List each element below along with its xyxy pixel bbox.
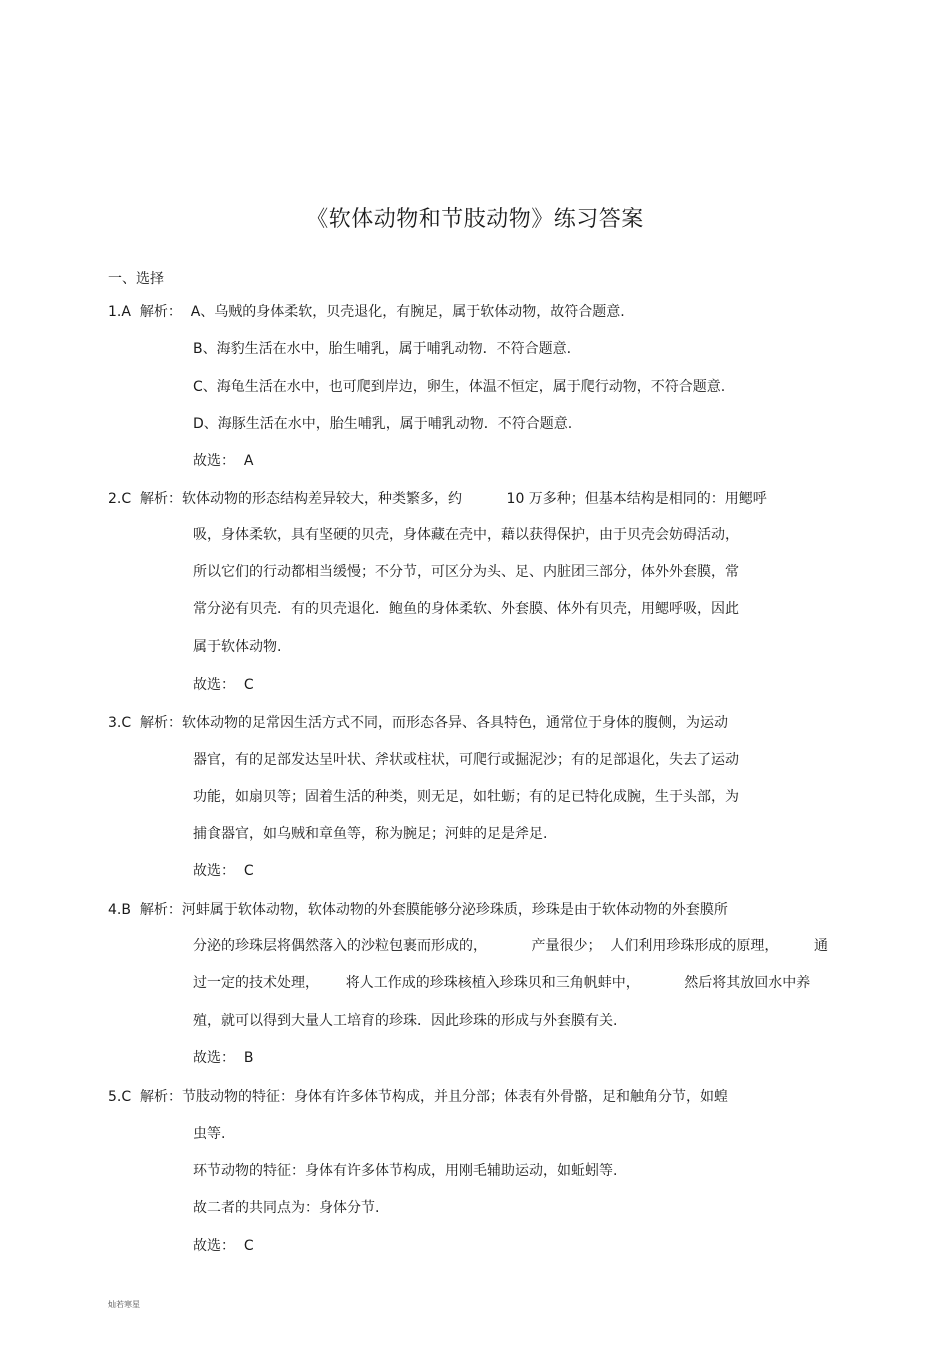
answer-3-line: 功能，如扇贝等；固着生活的种类，则无足，如牡蛎；有的足已特化成腕，生于头部，为: [193, 789, 739, 805]
answer-2-line: 常分泌有贝壳．有的贝壳退化．鲍鱼的身体柔软、外套膜、体外有贝壳，用鳃呼吸，因此: [193, 601, 739, 617]
answer-2-line: 属于软体动物.: [193, 639, 282, 655]
answer-3-choice: 故选： C: [193, 863, 254, 879]
answer-3-line: 3.C 解析：软体动物的足常因生活方式不同，而形态各异、各具特色，通常位于身体的腹侧，为运动: [108, 715, 729, 731]
answer-5-line: 故二者的共同点为：身体分节.: [193, 1200, 380, 1216]
answer-2-choice: 故选： C: [193, 677, 254, 693]
answer-2-line: 吸，身体柔软，具有坚硬的贝壳，身体藏在壳中，藉以获得保护，由于贝壳会妨碍活动，: [193, 527, 739, 543]
answer-5-line: 环节动物的特征：身体有许多体节构成，用刚毛辅助运动，如蚯蚓等.: [193, 1163, 618, 1179]
answer-5-choice: 故选： C: [193, 1238, 254, 1254]
page-footer: 灿若寒星: [108, 1300, 140, 1309]
answer-1-line: B、海豹生活在水中，胎生哺乳，属于哺乳动物．不符合题意.: [193, 341, 572, 357]
answer-4-line: 4.B 解析：河蚌属于软体动物，软体动物的外套膜能够分泌珍珠质，珍珠是由于软体动物的外套膜所: [108, 902, 728, 918]
answer-2-line: 2.C 解析：软体动物的形态结构差异较大，种类繁多，约 10 万多种；但基本结构是相同的：用鳃呼: [108, 491, 767, 507]
section-heading: 一、选择: [108, 271, 164, 287]
answer-1-line: 1.A 解析： A、乌贼的身体柔软，贝壳退化，有腕足，属于软体动物，故符合题意.: [108, 304, 625, 320]
answer-5-line: 5.C 解析：节肢动物的特征：身体有许多体节构成，并且分部；体表有外骨骼，足和触角分节，如蝗: [108, 1089, 729, 1105]
answer-3-line: 捕食器官，如乌贼和章鱼等，称为腕足；河蚌的足是斧足.: [193, 826, 548, 842]
answer-4-line: 殖，就可以得到大量人工培育的珍珠．因此珍珠的形成与外套膜有关.: [193, 1013, 618, 1029]
document-title: 《软体动物和节肢动物》练习答案: [306, 207, 644, 232]
answer-2-line: 所以它们的行动都相当缓慢；不分节，可区分为头、足、内脏团三部分，体外外套膜，常: [193, 564, 739, 580]
answer-3-line: 器官，有的足部发达呈叶状、斧状或柱状，可爬行或掘泥沙；有的足部退化，失去了运动: [193, 752, 739, 768]
answer-5-line: 虫等.: [193, 1126, 226, 1142]
answer-1-line: C、海龟生活在水中，也可爬到岸边，卵生，体温不恒定，属于爬行动物，不符合题意.: [193, 379, 726, 395]
answer-1-line: D、海豚生活在水中，胎生哺乳，属于哺乳动物．不符合题意.: [193, 416, 573, 432]
answer-4-line: 分泌的珍珠层将偶然落入的沙粒包裹而形成的， 产量很少； 人们利用珍珠形成的原理， 通: [193, 938, 829, 954]
answer-1-choice: 故选： A: [193, 453, 254, 469]
answer-4-choice: 故选： B: [193, 1050, 254, 1066]
answer-4-line: 过一定的技术处理， 将人工作成的珍珠核植入珍珠贝和三角帆蚌中， 然后将其放回水中养: [193, 975, 811, 991]
